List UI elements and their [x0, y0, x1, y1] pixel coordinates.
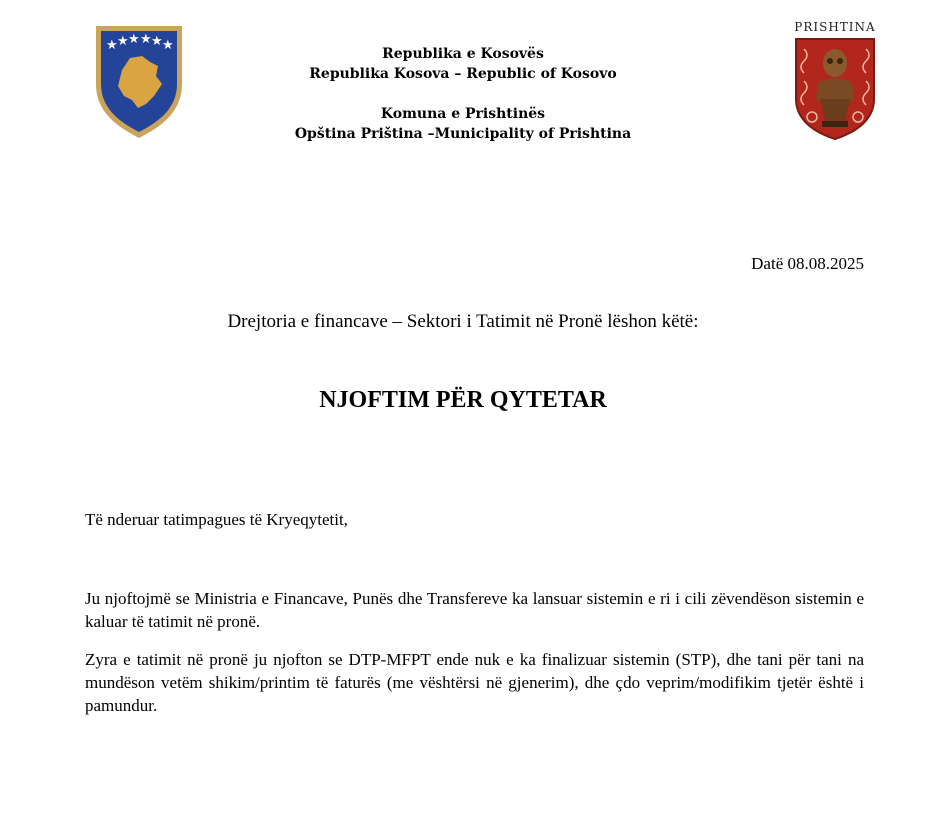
salutation: Të nderuar tatimpagues të Kryeqytetit, [85, 510, 348, 529]
header-line-republic: Republika e Kosovës [382, 46, 544, 62]
svg-text:★: ★ [162, 38, 174, 53]
document-header [240, 44, 686, 144]
prishtina-emblem-icon [790, 20, 880, 142]
notice-title: NJOFTIM PËR QYTETAR [319, 387, 607, 413]
body-paragraph: Ju njoftojmë se Ministria e Financave, Punës dhe Transfereve ka lansuar sistemin e ri i cili zëvendëson sistemin e kaluar të tatimit në pronë. [85, 589, 864, 631]
issuer-statement: Drejtoria e financave – Sektori i Tatimit në Pronë lëshon këtë: [227, 311, 699, 332]
svg-text:★: ★ [128, 32, 140, 47]
svg-text:★: ★ [140, 32, 152, 47]
header-line-municipality-trilingual: Opština Priština –Municipality of Prishtina [294, 126, 632, 142]
svg-text:★: ★ [117, 34, 129, 49]
svg-text:★: ★ [151, 34, 163, 49]
document-date: Datë 08.08.2025 [751, 254, 864, 273]
svg-text:★: ★ [106, 38, 118, 53]
header-line-republic-trilingual: Republika Kosova – Republic of Kosovo [309, 66, 617, 82]
body-paragraph: Zyra e tatimit në pronë ju njofton se DTP-MFPT ende nuk e ka finalizuar sistemin (STP), dhe tani për tani na mundëson vetëm shikim/printim të faturës (me vështërsi në gjenerim), dhe çdo veprim/modifikim tjetër është i pamundur. [85, 650, 864, 715]
emblem-title: PRISHTINA [794, 20, 876, 34]
kosovo-coat-of-arms-icon [92, 22, 186, 140]
header-line-municipality: Komuna e Prishtinës [380, 106, 546, 122]
